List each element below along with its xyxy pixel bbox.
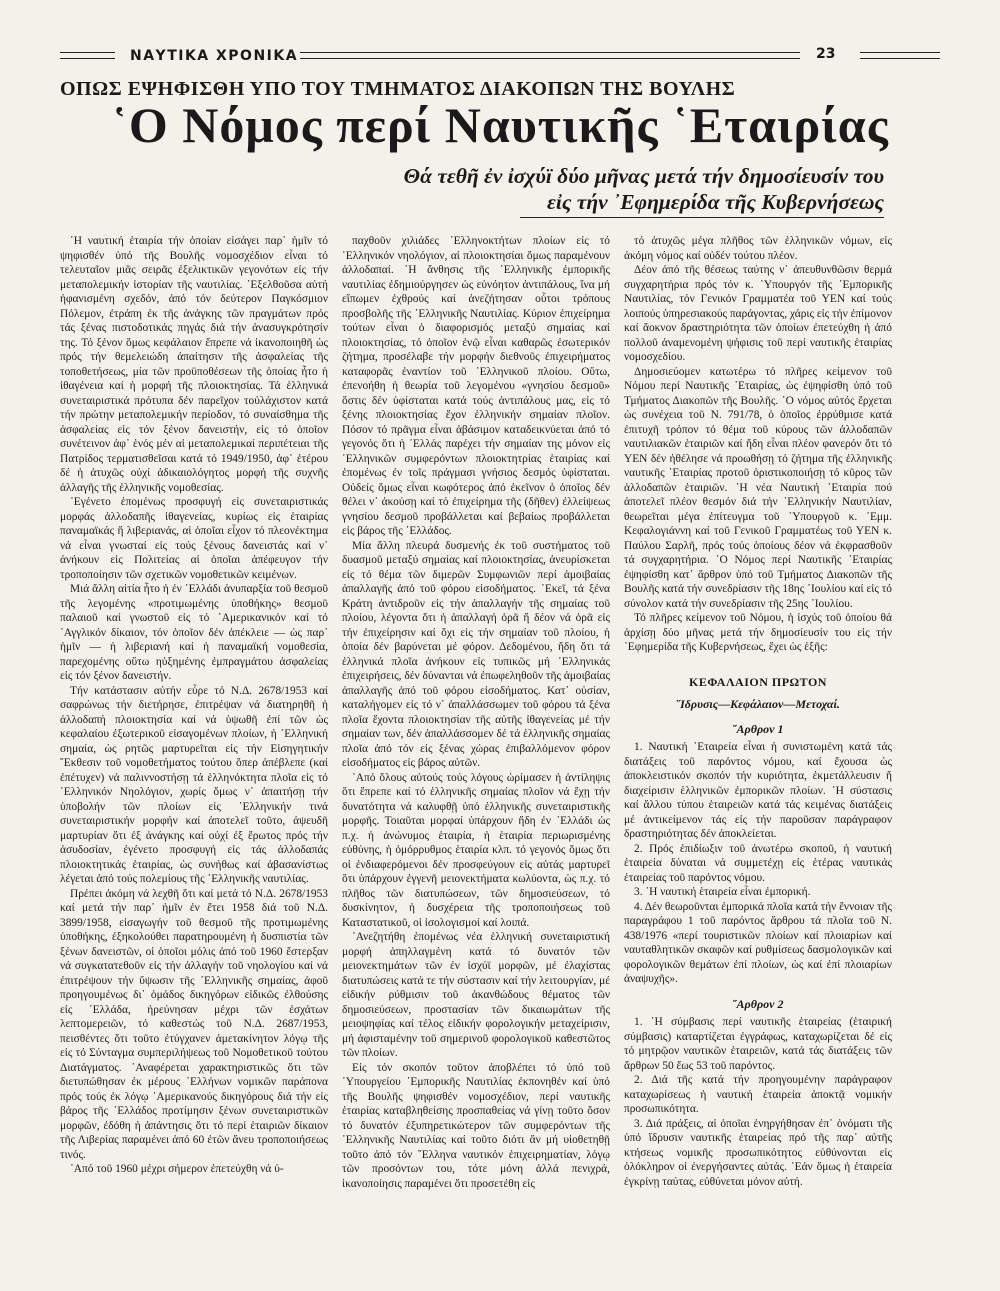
chapter-heading: ΚΕΦΑΛΑΙΟΝ ΠΡΩΤΟΝ [689,674,827,689]
article-paragraph: 3. ῾Η ναυτική ἑταιρεία εἶναι ἐμπορική. [634,886,811,898]
paragraph: Δημοσιεύομεν κατωτέρω τό πλῆρες κείμενον τοῦ Νόμου περί Ναυτικῆς ᾿Εταιρίας, ὡς ἐψηφίσθη ὑπό τοῦ Τμήματος Διακοπῶν τῆς Βουλῆς. ῾Ο νόμος αὐτός ἔρχεται ὡς συνέχεια τοῦ Ν. 791/78, ὁ ὁποῖος ἐρρύθμισε κατά ἐπιτυχῆ τρόπον τό θέμα τοῦ κύρους τῶν ἀλλοδαπῶν ναυτιλιακῶν ἑταιριῶν καί ἤδη εἶναι πλέον φανερόν ὅτι τό ΥΕΝ δέν ἠθέλησε νά προωθήσῃ τό ζήτημα τῆς ἑλληνικῆς ναυτικῆς ᾿Εταιρίας προτοῦ ὁριστικοποιήσῃ τό κῦρος τῶν ἀλλοδαπῶν ἑταιριῶν. ῾Η νέα Ναυτική ᾿Εταιρία πού ἀποτελεῖ πλέον θεσμόν διά τήν ῾Ελληνικήν Ναυτιλίαν, θεωρεῖται μέγα ἐπίτευγμα τοῦ ῾Υπουργοῦ κ. ᾿Εμμ. Κεφαλογιάννη καί τοῦ Γενικοῦ Γραμματέως τοῦ ΥΕΝ κ. Παύλου Σαρλῆ, πρός τούς ὁποίους δέον νά ἐκφρασθοῦν τά συγχαρητήρια. ῾Ο Νόμος περί Ναυτικῆς ᾿Εταιρίας ἐψηφίσθη κατ᾿ ἄρθρον ὑπό τοῦ Τμήματος Διακοπῶν τῆς Βουλῆς κατά τήν συνεδρίασιν τῆς 18ης ᾿Ιουλίου καί εἰς τό σύνολον κατά τήν συνεδρίασιν τῆς 25ης ᾿Ιουλίου. [624,365,892,610]
article-1-heading: ῎Αρθρον 1 [732,721,784,736]
column-3 [624,234,892,1262]
article-paragraph: 3. Διά πράξεις, αἱ ὁποῖαι ἐνηργήθησαν ἐπ᾿ ὀνόματι τῆς ὑπό ἵδρυσιν ναυτικῆς ἑταιρείας πρό τῆς παρ᾿ αὐτῆς κτήσεως νομικῆς προσωπικότητος εὐθύνονται εἰς ὁλόκληρον οἱ ἐνεργήσαντες αὐτάς. ᾿Εάν ὅμως ἡ ἑταιρεία ἐγκρίνῃ ταύτας, εὐθύνεται μόνον αὐτή. [624,1117,892,1188]
article-paragraph: 1. ῾Η σύμβασις περί ναυτικῆς ἑταιρείας (ἑταιρική σύμβασις) καταρτίζεται ἐγγράφως, καταχωρίζεται δέ εἰς τό μητρῷον ναυτικῶν ἑταιρειῶν, κατά τάς διατάξεις τῶν ἄρθρων 50 ἕως 53 τοῦ παρόντος. [624,1016,892,1072]
chapter-subheading: ῞Ιδρυσις—Κεφάλαιον—Μετοχαί. [676,697,840,711]
paragraph: Μιά ἄλλη αἰτία ἦτο ἡ ἐν ᾿Ελλάδι ἀνυπαρξία τοῦ θεσμοῦ τῆς λεγομένης «προτιμωμένης ὑποθήκης» θεσμοῦ παλαιοῦ καί γνωστοῦ εἰς τό ᾿Αμερικανικόν καί τό ᾿Αγγλικόν δίκαιον, τόν ὁποῖον δέν ἀπέκλειε — ὡς παρ᾿ ἡμῖν — ἡ λιβεριανή καί ἡ παναμαϊκή νομοθεσία, παρεχομένης οὕτω ηὐξημένης ἐμπραγμάτου ἀσφαλείας εἰς τόν ξένον δανειστήν. [60,583,328,682]
paragraph: Τήν κατάστασιν αὐτήν εὗρε τό Ν.Δ. 2678/1953 καί σαφρώνως τήν διετήρησε, ἐπιτρέψαν νά διατηρηθῆ ἡ ἀλλοδαπή πλοιοκτησία καί νά ὑψωθῆ ἐπί τῶν ὡς κεφαλαίου ἐξωτερικοῦ εἰσαγομένων πλοίων, ἡ ῾Ελληνική σημαία, ὡς ρητῶς μαρτυρεῖται εἰς τήν Εἰσηγητικήν ῎Εκθεσιν τοῦ νομοθετήματος τούτου ὅπερ ἀπέβλεπε (καί ἐπέτυχεν) νά παλιννοστήσῃ τά ἑλληνόκτητα πλοῖα εἰς τό ῾Ελληνικόν Νηολόγιον, χωρίς ὅμως ν᾿ ἀπαιτήσῃ τήν ὑποβολήν τῶν πλοίων εἰς ῾Ελληνικήν τινά συνεταιριστικήν μορφήν καί ἀποτελεῖ τοῦτο, ἀψευδῆ μαρτυρίαν ὅτι ἐξ ἀνάγκης καί οὐχί ἐξ ἔρωτος πρός τήν ἀσυδοσίαν, ἐγένετο προσφυγή εἰς τάς ἀλλοδαπάς πλοιοκτητικάς ἑταιρίας, ὡς συνήθως καί ἀβασανίστως λέγεται ἀπό τούς πολεμίους τῆς ῾Ελληνικῆς ναυτιλίας. [60,684,328,885]
paragraph: Τό πλῆρες κείμενον τοῦ Νόμου, ἡ ἰσχύς τοῦ ὁποίου θά ἀρχίσῃ δύο μῆνας μετά τήν δημοσίευσίν του εἰς τήν ᾿Εφημερίδα τῆς Κυβερνήσεως, ἔχει ὡς ἑξῆς: [624,612,892,653]
paragraph: Εἰς τόν σκοπόν τοῦτον ἀποβλέπει τό ὑπό τοῦ ῾Υπουργείου ᾿Εμπορικῆς Ναυτιλίας ἐκπονηθέν καί ὑπό τῆς Βουλῆς ψηφισθέν νομοσχέδιον, περί ναυτικῆς ἑταιρίας καταβληθείσης προσπαθείας νά γίνῃ τοῦτο ὅσον τό δυνατόν ἐξυπηρετικώτερον τῶν συμφερόντων τῆς ῾Ελληνικῆς Ναυτιλίας καί τοῦτο διότι ἄν μή υἱοθετηθῇ τοῦτο ἀπό τόν ῞Ελληνα ναυτικόν ἐπιχειρηματίαν, λόγῳ τῶν προσόντων του, τότε μόνη ἀλλά πενιχρά, ἱκανοποίησις παραμένει ὅτι προσετέθη εἰς [342,1061,610,1190]
header-rule-middle [300,52,800,59]
column-2 [342,234,610,1262]
kicker: ΟΠΩΣ ΕΨΗΦΙΣΘΗ ΥΠΟ ΤΟΥ ΤΜΗΜΑΤΟΣ ΔΙΑΚΟΠΩΝ ΤΗΣ ΒΟΥΛΗΣ [60,78,736,100]
paragraph: Μία ἄλλη πλευρά δυσμενής ἐκ τοῦ συστήματος τοῦ δυασμοῦ μεταξύ σημαίας καί πλοιοκτησίας, ἀνευρίσκεται εἰς τό θέμα τῶν διμερῶν Συμφωνιῶν περί ἀμοιβαίας ἀπαλλαγῆς ἀπό τοῦ φόρου εἰσοδήματος. ᾿Εκεῖ, τά ξένα Κράτη ἀντιδροῦν εἰς τήν ἀπαλλαγήν τῆς σημαίας τοῦ πλοίου, λέγοντα ὅτι ἡ ἀπαλλαγή ὁρᾶ ἤ δέον νά ὁρᾶ εἰς τήν ἐπιχείρησιν καί ὄχι εἰς τήν σημαίαν τοῦ πλοίου, ἡ ὁποία δέν βαρύνεται μέ φόρον. Δεδομένου, ἤδη ὅτι τά ἑλληνικά πλοῖα ἀνήκουν εἰς τυπικῶς μή ῾Ελληνικάς ἐπιχειρήσεις, δέν δύνανται νά ἐπωφεληθοῦν τῆς ἀμοιβαίας ἀπαλλαγῆς ἀπό τοῦ φόρου εἰσοδήματος. Κατ᾿ οὐσίαν, καταλήγομεν εἰς τό ν᾿ ἀπαλλάσσωμεν τοῦ φόρου τά ξένα πλοῖα ἔχοντα πλοιοκτησίαν τῆς αὐτῆς ἰθαγενείας μέ τήν σημαίαν των, δέν ἀπαλλάσσομεν δέ τά ἑλληνικῆς σημαίας πλοῖα ἀπό τόν εἰς ξένας χώρας ἐπιβαλλόμενον φόρον εἰσοδήματος εἰς βάρος αὐτῶν. [342,539,610,769]
paragraph: ῾Η ναυτική ἑταιρία τήν ὁποίαν εἰσάγει παρ᾿ ἡμῖν τό ψηφισθέν ὑπό τῆς Βουλῆς νομοσχέδιον εἶναι τό τελευταῖον μιᾶς σειρᾶς ἐξελικτικῶν γεγονότων εἰς τήν μεταπολεμικήν ἱστορίαν τῆς ναυτιλίας. ᾿Εξελθοῦσα αὐτή ἠφανισμένη σχεδόν, ἀπό τόν δεύτερον Παγκόσμιον Πόλεμον, ἐτράπη ἐκ τῆς ἀνάγκης τῶν πραγμάτων πρός τάς ξένας πιστοδοτικάς πηγάς διά τήν ἀνασυγκρότησίν της. Τό ξένον ὅμως κεφάλαιον ἔπρεπε νά ἱκανοποιηθῆ ὡς πρός τήν θεμελειώδη ἀπαίτησιν τῆς ἀσφαλείας τῆς τοποθετήσεως, μία τῶν προϋποθέσεων τῆς ὁποίας ἦτο ἡ ἰθαγένεια καί ἡ μορφή τῆς πλοιοκτησίας. Τά ἑλληνικά συνεταιριστικά πρότυπα δέν παρεῖχον τοὐλάχιστον κατά τήν πρώτην μεταπολεμικήν περίοδον, τό συναίσθημα τῆς ἀσφαλείας εἰς τόν ξένον δανειστήν, εἰς τό ὁποῖον συνέτεινον ἀφ᾿ ἑνός μέν αἱ μεταπολεμικαί περιπέτειαι τῆς Πατρίδος τερματισθεῖσαι κατά τό 1949/1950, ἀφ᾿ ἑτέρου δέ ἡ ἀτυχῶς οὐχί ἀδικαιολόγητος μορφή τῆς συχνῆς ἀλλαγῆς τῆς ἑλληνικῆς νομοθεσίας. [60,235,328,494]
article-2-heading: ῎Αρθρον 2 [732,996,784,1011]
paragraph: ᾿Ανεζητήθη ἑπομένως νέα ἑλληνική συνεταιριστική μορφή ἀπηλλαγμένη κατά τό δυνατόν τῶν μειονεκτημάτων τῶν ἐν ἰσχύϊ μορφῶν, μέ ἐλαχίστας διατυπώσεις κατά τε τήν σύστασιν καί τήν λειτουργίαν, μέ εἰδικήν ρύθμισιν τοῦ ἀκανθώδους θέματος τῶν δημοσιεύσεων, προστασίαν τῶν δικαιωμάτων τῆς μειοψηφίας καί τέλος εἰδικήν φορολογικήν μεταχείρισιν, μή ἀφισταμένην τοῦ σημερινοῦ φορολογικοῦ καθεστῶτος τῶν πλοίων. [342,931,610,1059]
headline: ῾Ο Νόμος περί Ναυτικῆς ῾Εταιρίας [111,97,889,153]
magazine-title: ΝΑΥΤΙΚΑ ΧΡΟΝΙΚΑ [130,48,299,64]
running-header [60,44,940,66]
article-paragraph: 2. Πρός ἐπιδίωξιν τοῦ ἀνωτέρω σκοποῦ, ἡ ναυτική ἑταιρεία δύναται νά συμμετέχῃ εἰς ἑτέρας ναυτικάς ἑταιρείας τοῦ παρόντος νόμου. [624,842,892,884]
paragraph: ᾿Από τοῦ 1960 μέχρι σήμερον ἐπετεύχθη νά ὑ- [70,1163,284,1175]
article-paragraph: 1. Ναυτική ᾿Εταιρεία εἶναι ἡ συνιστωμένη κατά τάς διατάξεις τοῦ παρόντος νόμου, καί ἔχουσα ὡς ἀποκλειστικόν σκοπόν τήν κυριότητα, ἐκμετάλλευσιν ἤ διαχείρισιν ἑλληνικῶν ἐμπορικῶν πλοίων. ῾Η σύστασις καί ἄλλου τύπου ἑταιρειῶν κατά τάς κειμένας διατάξεις μέ ἀντικείμενον τάς εἰς τήν παροῦσαν παράγραφον δραστηριότητας δέν ἀποκλείεται. [624,741,892,840]
paragraph: Δέον ἀπό τῆς θέσεως ταύτης ν᾿ ἀπευθυνθῶσιν θερμά συγχαρητήρια πρός τόν κ. ῾Υπουργόν τῆς ᾿Εμπορικῆς Ναυτιλίας, τόν Γενικόν Γραμματέα τοῦ ΥΕΝ καί τούς λοιπούς ὑπηρεσιακούς παράγοντας, χάρις εἰς τήν ἐπίμονον καί ἄοκνον δραστηριότητα τῶν ὁποίων ἐπετεύχθη ἡ ἀπό πολλοῦ ἀναμενομένη ψήφισις τοῦ περί ναυτικῆς ἑταιρίας νομοσχεδίου. [624,264,892,363]
subheadline-line-2: εἰς τήν ᾿Εφημερίδα τῆς Κυβερνήσεως [547,190,884,214]
column-1 [60,234,328,1262]
subheadline-rule [520,217,884,218]
paragraph: ᾿Εγένετο ἑπομένως προσφυγή εἰς συνεταιριστικάς μορφάς ἀλλοδαπῆς ἰθαγενείας, κυρίως εἰς ἑταιρίας παναμαϊκάς ἤ λιβεριανάς, αἱ ὁποῖαι εἶχον τό πλεονέκτημα νά εἶναι γνωσταί εἰς τούς ξένους δανειστάς καί ν᾿ ἀνήκουν εἰς Πολιτείας αἱ ὁποῖαι ἀπέφευγον τήν τροποποίησιν τῶν σχετικῶν νομοθετικῶν κειμένων. [60,496,328,581]
paragraph: ᾿Από ὅλους αὐτούς τούς λόγους ὡρίμασεν ἡ ἀντίληψις ὅτι ἔπρεπε καί τό ἑλληνικῆς σημαίας πλοῖον νά ἔχῃ τήν δυνατότητα νά καλυφθῇ ὑπό ἑλληνικῆς συνεταιριστικῆς μορφῆς. Τοιαῦται μορφαί ὑπάρχουν ἤδη ἐν ᾿Ελλάδι ὡς π.χ. ἡ ἀνώνυμος ἑταιρία, ἡ ἑταιρία περιωρισμένης εὐθύνης, ἡ ὁμόρρυθμος ἑταιρία κλπ. τό γεγονός ὅμως ὅτι οἱ ἐνδιαφερόμενοι δέν προσφεύγουν εἰς αὐτάς μαρτυρεῖ ὅτι ὑπάρχουν ἐγγενῆ μειονεκτήματα κωλύοντα, ὡς π.χ. τό πλῆθος τῶν διατυπώσεων, τῶν δημοσιεύσεων, τό δυσκίνητον, ἡ δυσχέρεια τῆς τροποποιήσεως τοῦ Καταστατικοῦ, οἱ ἰσολογισμοί καί λοιπά. [342,771,610,929]
page-number: 23 [816,46,836,62]
paragraph: τό ἀτυχῶς μέγα πλῆθος τῶν ἑλληνικῶν νόμων, εἰς ἀκόμη νόμος καί οὐδέν τούτου πλέον. [624,235,892,262]
subheadline-line-1: Θά τεθῆ ἐν ἰσχύϊ δύο μῆνας μετά τήν δημοσίευσίν του [403,164,884,188]
header-rule-left [60,52,115,59]
header-rule-right [860,52,940,59]
subheadline [300,163,884,215]
article-paragraph: 2. Διά τῆς κατά τήν προηγουμένην παράγραφον καταχωρίσεως ἡ ναυτική ἑταιρεία ἀποκτᾷ νομικήν προσωπικότητα. [624,1074,892,1115]
paragraph: παχθοῦν χιλιάδες ᾿Ελληνοκτήτων πλοίων εἰς τό ῾Ελληνικόν νηολόγιον, αἱ πλοιοκτησίαι ὅμως παραμένουν ἀλλοδαπαί. ῾Η ἄνθησις τῆς ῾Ελληνικῆς ἐμπορικῆς ναυτιλίας ἐδημιούργησεν ὡς εὐνόητον ἀντιπάλους, ἵνα μή εἴπωμεν ἐχθρούς καί ἀνεζήτησαν οὗτοι τρόπους προσβολῆς τῆς ῾Ελληνικῆς Ναυτιλίας. Κύριον ἐπιχείρημα τούτων εἶναι ὁ διαφορισμός μεταξύ σημαίας καί πλοιοκτησίας, τό ὁποῖον ἐνῷ εἶναι καθαρῶς ἐσωτερικόν ζήτημα, προσέλαβε τήν μορφήν διεθνοῦς ἐπιχειρήματος καταφορᾶς ἐναντίον τοῦ ῾Ελληνικοῦ πλοίου. Οὕτω, ἐπενοήθη ἡ θεωρία τοῦ λεγομένου «γνησίου δεσμοῦ» ὅστις δέν ὑφίσταται κατά τούς ἀντιπάλους μας, εἰς τό ξένης πλοιοκτησίας ἔχον ἑλληνικήν σημαίαν πλοῖον. Πόσον τό πρᾶγμα εἶναι ἀβάσιμον καταδεικνύεται ἀπό τό γεγονός ὅτι ἡ ᾿Ελλάς παρέχει τήν σημαίαν της μόνον εἰς ῾Ελληνικῶν συμφερόντων πλοιοκτητρίας ἑταιρίας καί ἑπομένως ἐν τοῖς πράγμασι γνήσιος δεσμός ὑφίσταται. Οὐδείς ὅμως εἶναι κωφότερος ἀπό ἐκεῖνον ὁ ὁποῖος δέν θέλει ν᾿ ἀκούσῃ καί τό ἐπιχείρημα τῆς (δῆθεν) ἐλλείψεως γνησίου δεσμοῦ προβάλλεται καί βεβαίως προβάλλεται εἰς βάρος τῆς ᾿Ελλάδος. [342,235,610,537]
paragraph: Πρέπει ἀκόμη νά λεχθῆ ὅτι καί μετά τό Ν.Δ. 2678/1953 καί μετά τήν παρ᾿ ἡμῖν ἐν ἔτει 1958 διά τοῦ Ν.Δ. 3899/1958, εἰσαγωγήν τοῦ θεσμοῦ τῆς προτιμωμένης ὑποθήκης, ἐξηκολούθει παρατηρουμένη ἡ δυσπιστία τῶν ξένων δανειστῶν, οἱ ὁποῖοι μόλις ἀπό τοῦ 1960 ἔστερξαν νά συγκατατεθοῦν εἰς τήν ἀλλαγήν τοῦ νηολογίου καί νά ἐπιτρέψουν τήν ὕψωσιν τῆς ῾Ελληνικῆς σημαίας, ἀφοῦ προηγουμένως δι᾿ ὁμάδος δικηγόρων εἰδικῶς ἐλθούσης εἰς ᾿Ελλάδα, ἠρεύνησαν μέχρι τῶν ἐσχάτων λεπτομερειῶν, τό καθεστώς τοῦ Ν.Δ. 2687/1953, πεισθέντες ὅτι τοῦτο ἐτύγχανεν ἀμετακίνητον λόγῳ τῆς εἰς τό Σύνταγμα συμπεριλήψεως τοῦ Νομοθετικοῦ τούτου Διατάγματος. ᾿Αναφέρεται χαρακτηριστικῶς ὅτι τῶν διετυπώθησαν ἐκ μέρους ῾Ελλήνων νομικῶν παράπονα πρός τούς ἐκ λόγῳ ᾿Αμερικανούς δικηγόρους διά τήν εἰς βάρος τῆς ῾Ελλάδος προτίμησιν ξένων συνεταιριστικῶν μορφῶν, ἐδόθη ἡ ἀπάντησις ὅτι τό περί ἑταιριῶν δίκαιον τῆς Λιβερίας παραμένει ἀπό 60 ἐτῶν ἄνευ τροποποιήσεως τινός. [60,887,328,1161]
article-paragraph: 4. Δέν θεωροῦνται ἐμπορικά πλοῖα κατά τήν ἔννοιαν τῆς παραγράφου 1 τοῦ παρόντος ἄρθρου τά πλοῖα τοῦ Ν. 438/1976 «περί τουριστικῶν πλοίων καί πλοιαρίων καί ναυταθλητικῶν σκαφῶν καί ρυθμίσεως δασμολογικῶν καί φορολογικῶν θεμάτων ἐπί πλοίων, ὡς καί ἐπί πλοιαρίων ἀναψυχῆς». [624,900,892,985]
